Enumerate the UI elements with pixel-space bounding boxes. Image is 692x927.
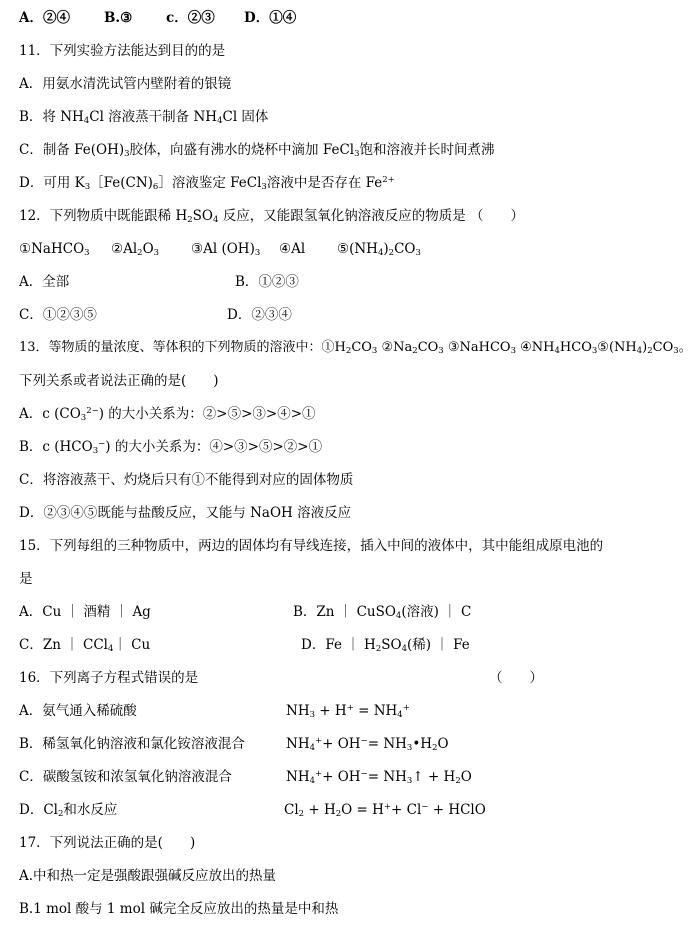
q12-option-b: B．①②③ <box>235 274 299 290</box>
q10-option-b: B.③ <box>104 10 133 26</box>
q13-stem-2: 下列关系或者说法正确的是( ) <box>19 373 219 389</box>
q16-option-d-equation: $Cl_2 + H_2O = H^++ Cl^-$ + HClO <box>284 802 486 819</box>
q12-option-a: A．全部 <box>19 274 70 290</box>
q15-stem-2: 是 <box>19 571 33 587</box>
q12-item-3: ③Al $(OH)_3$ <box>191 241 261 258</box>
q15-option-a: A．Cu ｜ 酒精 ｜ Ag <box>19 604 151 620</box>
q15-option-c: C．Zn ｜ CCl$_4$｜ Cu <box>19 637 151 654</box>
q16-option-c-equation: $NH_4^++ OH^-=$ $NH_3↑ + H_2O$ <box>286 769 472 786</box>
q10-option-d: D．①④ <box>244 10 297 26</box>
q11-stem: 11．下列实验方法能达到目的的是 <box>19 43 226 59</box>
q15-option-d: D．Fe ｜ $H_2SO_4$(稀) ｜ Fe <box>301 637 470 654</box>
q13-stem: 13．等物质的量浓度、等体积的下列物质的溶液中：$①H_2CO_3$ $②Na_2CO_3$ ③NaHCO$_3$ $④NH_4HCO_3⑤(NH_4)_2CO_3$。 <box>19 340 692 356</box>
q16-option-b-equation: $NH_4^++ OH^-=$ $NH_3•H_2O$ <box>286 736 449 753</box>
q12-item-5: $⑤(NH_4)_2CO_3$ <box>337 241 421 258</box>
q16-option-d-label: D．$Cl_2$和水反应 <box>19 802 118 819</box>
q11-option-a: A．用氨水清洗试管内壁附着的银镜 <box>19 76 232 92</box>
q17-stem: 17．下列说法正确的是( ) <box>19 835 196 851</box>
q16-option-a-label: A．氨气通入稀硫酸 <box>19 703 137 719</box>
q10-option-c: c．②③ <box>166 10 215 26</box>
q12-item-1: ①NaHCO$_3$ <box>19 241 90 258</box>
q12-stem: 12．下列物质中既能跟稀 $H_2SO_4$ 反应，又能跟氢氧化钠溶液反应的物质是 （ ） <box>19 208 525 225</box>
q15-option-b: B．Zn ｜ CuSO$_4$(溶液) ｜ C <box>293 604 472 621</box>
q13-option-b: B．c $(HCO_3^-)$ 的大小关系为：④>③>⑤>②>① <box>19 439 323 456</box>
q13-option-c: C．将溶液蒸干、灼烧后只有①不能得到对应的固体物质 <box>19 472 354 488</box>
q12-option-c: C．①②③⑤ <box>19 307 97 323</box>
q12-option-d: D．②③④ <box>227 307 292 323</box>
q17-option-a: A.中和热一定是强酸跟强碱反应放出的热量 <box>19 868 277 884</box>
q13-option-d: D．②③④⑤既能与盐酸反应，又能与 NaOH 溶液反应 <box>19 505 352 521</box>
q11-option-c: C．制备 $Fe(OH)_3$胶体，向盛有沸水的烧杯中滴加 FeCl$_3$饱和溶液并长时间煮沸 <box>19 142 495 159</box>
q12-item-2: $②Al_2O_3$ <box>111 241 160 258</box>
q17-option-b: B.1 mol 酸与 1 mol 碱完全反应放出的热量是中和热 <box>19 901 339 917</box>
q12-item-4: ④Al <box>279 241 306 257</box>
q13-option-a: A．c $(CO_3^{2-})$ 的大小关系为：②>⑤>③>④>① <box>19 406 316 423</box>
q16-stem: 16．下列离子方程式错误的是 <box>19 670 199 686</box>
q15-stem: 15．下列每组的三种物质中，两边的固体均有导线连接，插入中间的液体中，其中能组成原电池的 <box>19 538 604 554</box>
q11-option-d: D．可用 $K_3[Fe(CN)_6]$溶液鉴定 FeCl$_3$溶液中是否存在 $Fe^{2+}$ <box>19 175 395 192</box>
q11-option-b: B．将 $NH_4Cl$ 溶液蒸干制备 $NH_4Cl$ 固体 <box>19 109 269 126</box>
q16-option-a-equation: $NH_3 + H^+ = NH_4^+$ <box>286 703 410 720</box>
q16-option-b-label: B．稀氢氧化钠溶液和氯化铵溶液混合 <box>19 736 245 752</box>
q16-answer-paren: （ ） <box>489 670 543 686</box>
q10-option-a: A．②④ <box>19 10 70 26</box>
q16-option-c-label: C．碳酸氢铵和浓氢氧化钠溶液混合 <box>19 769 232 785</box>
